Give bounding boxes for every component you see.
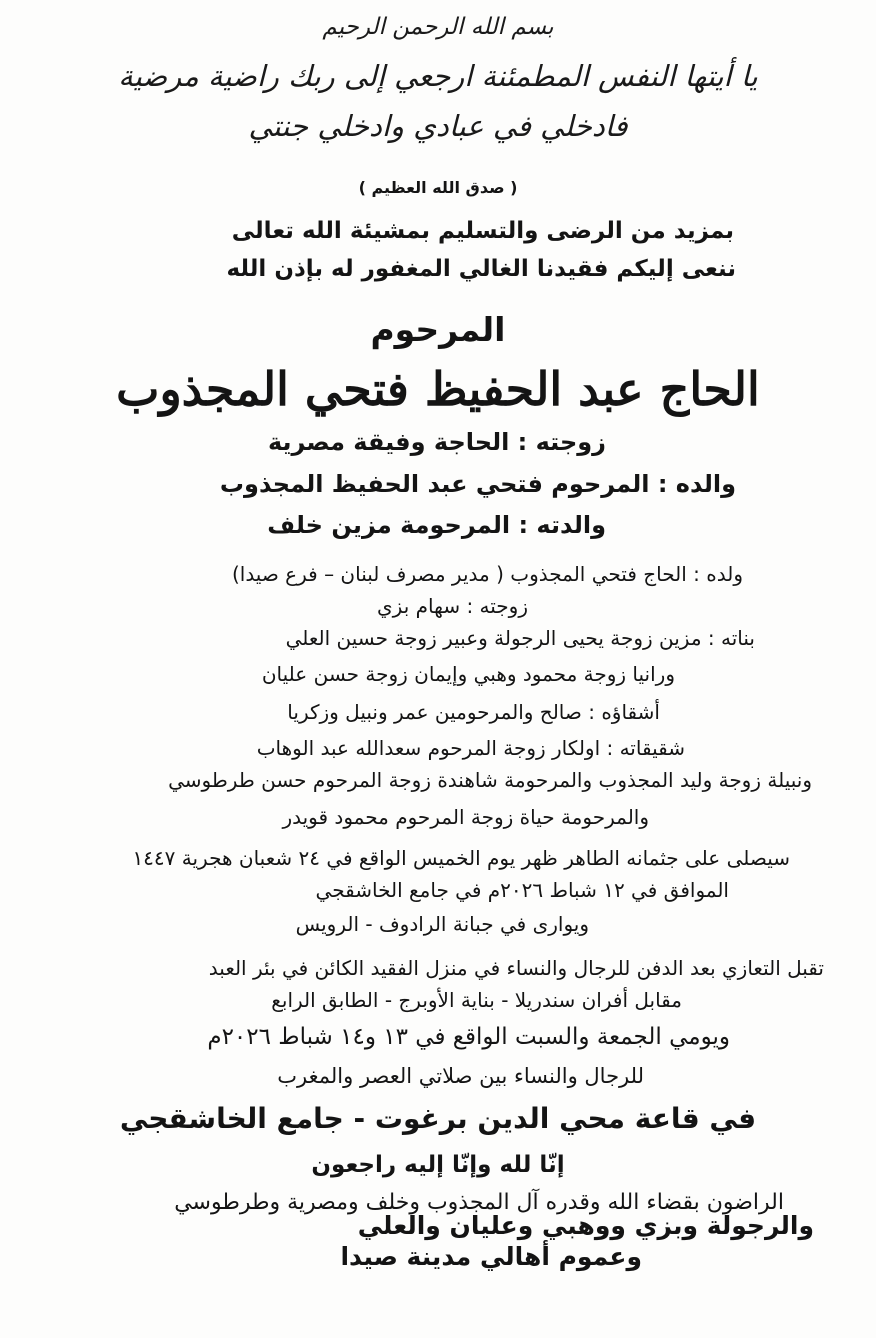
condolences-line-4: للرجال والنساء بين صلاتي العصر والمغرب xyxy=(277,1064,644,1088)
mourners-line-2: والرجولة وبزي ووهبي وعليان والعلي xyxy=(357,1211,814,1240)
family-sisters-line-3: والمرحومة حياة زوجة المرحوم محمود قويدر xyxy=(282,805,649,829)
condolences-line-1: تقبل التعازي بعد الدفن للرجال والنساء في منزل الفقيد الكائن في بئر العبد xyxy=(208,956,824,980)
family-sisters-line-1: شقيقاته : اولكار زوجة المرحوم سعدالله عبد الوهاب xyxy=(256,736,685,760)
condolences-hall: في قاعة محي الدين برغوت - جامع الخاشقجي xyxy=(119,1102,757,1135)
verse-closing: ( صدق الله العظيم ) xyxy=(358,178,518,197)
family-son: ولده : الحاج فتحي المجذوب ( مدير مصرف لبنان – فرع صيدا) xyxy=(231,562,743,586)
family-brothers: أشقاؤه : صالح والمرحومين عمر ونبيل وزكريا xyxy=(287,700,660,724)
deceased-name: الحاج عبد الحفيظ فتحي المجذوب xyxy=(116,362,760,416)
intro-line-1: بمزيد من الرضى والتسليم بمشيئة الله تعالى xyxy=(231,218,734,244)
intro-line-2: ننعى إليكم فقيدنا الغالي المغفور له بإذن الله xyxy=(226,256,736,282)
family-mother: والدته : المرحومة مزين خلف xyxy=(267,511,606,539)
mourners-line-3: وعموم أهالي مدينة صيدا xyxy=(340,1242,642,1271)
deceased-title: المرحوم xyxy=(370,310,506,349)
family-wife: زوجته : الحاجة وفيقة مصرية xyxy=(267,428,606,456)
family-son-wife: زوجته : سهام بزي xyxy=(377,594,528,618)
condolences-line-2: مقابل أفران سندريلا - بناية الأوبرج - الطابق الرابع xyxy=(271,988,682,1012)
family-daughters-line-1: بناته : مزين زوجة يحيى الرجولة وعبير زوجة حسين العلي xyxy=(285,626,755,650)
funeral-prayer-line-2: الموافق في ١٢ شباط ٢٠٢٦م في جامع الخاشقجي xyxy=(315,878,729,902)
quran-verse-line-2: فادخلي في عبادي وادخلي جنتي xyxy=(248,109,628,143)
closing-quran-phrase: إنّا لله وإنّا إليه راجعون xyxy=(311,1152,565,1178)
family-daughters-line-2: ورانيا زوجة محمود وهبي وإيمان زوجة حسن عليان xyxy=(261,662,675,686)
family-father: والده : المرحوم فتحي عبد الحفيظ المجذوب xyxy=(219,470,736,498)
funeral-prayer-line-1: سيصلى على جثمانه الطاهر ظهر يوم الخميس الواقع في ٢٤ شعبان هجرية ١٤٤٧ xyxy=(132,846,790,870)
family-sisters-line-2: ونبيلة زوجة وليد المجذوب والمرحومة شاهندة زوجة المرحوم حسن طرطوسي xyxy=(168,768,812,792)
basmala: بسم الله الرحمن الرحيم xyxy=(322,14,554,40)
mourners-line-1: الراضون بقضاء الله وقدره آل المجذوب وخلف ومصرية وطرطوسي xyxy=(174,1190,784,1215)
condolences-line-3: ويومي الجمعة والسبت الواقع في ١٣ و١٤ شباط ٢٠٢٦م xyxy=(207,1024,730,1050)
funeral-burial: ويوارى في جبانة الرادوف - الرويس xyxy=(295,912,589,936)
quran-verse-line-1: يا أيتها النفس المطمئنة ارجعي إلى ربك راضية مرضية xyxy=(118,59,758,93)
